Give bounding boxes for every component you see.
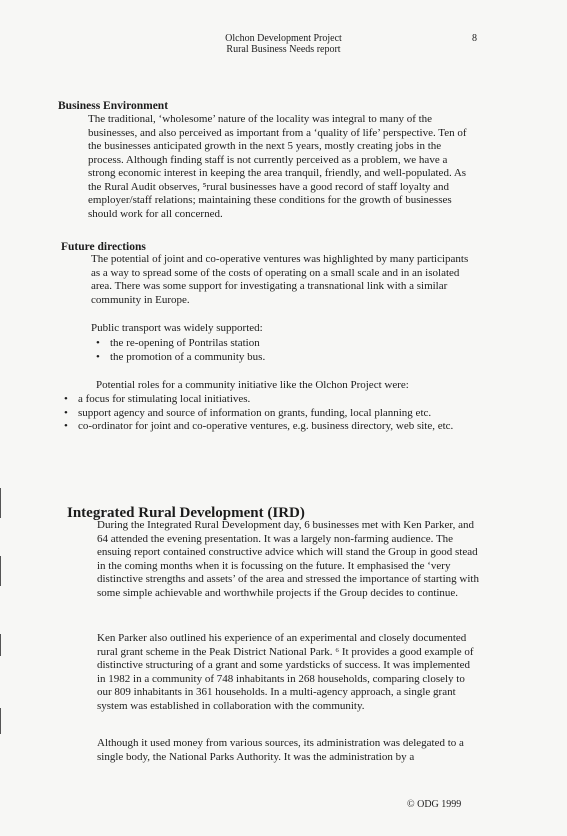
roles-list (64, 393, 480, 434)
ird-paragraph: During the Integrated Rural Development day, 6 businesses met with Ken Parker, and 64 attended the evening presentation. It was a largely non-farming audience. The ensuing report contained constructive advice which will stand the Group in good stead in the coming months when it is focussing on the future. It emphasised the ‘very distinctive strengths and assets’ of the area and stressed the importance of starting with some simple achievable and worthwhile projects if the Group decides to continue. (97, 519, 479, 599)
margin-scan-mark (0, 556, 1, 586)
list-item: • a focus for stimulating local initiatives. (64, 393, 480, 407)
list-item: • the re-opening of Pontrilas station (96, 337, 456, 351)
margin-scan-mark (0, 634, 1, 656)
margin-scan-mark (0, 488, 1, 518)
list-item: • the promotion of a community bus. (96, 351, 456, 365)
transport-list (96, 337, 456, 364)
running-header (0, 33, 567, 55)
business-environment-paragraph: The traditional, ‘wholesome’ nature of the locality was integral to many of the businesses, and also perceived as important from a ‘quality of life’ perspective. Ten of the businesses anticipated growth in the next 5 years, mostly creating jobs in the process. Although finding staff is not currently perceived as a problem, we have a strong economic interest in keeping the area tranquil, friendly, and well-populated. As the Rural Audit observes, ⁵rural businesses have a good record of staff loyalty and employer/staff relations; maintaining these conditions for the growth of businesses should work for all concerned. (88, 113, 467, 220)
margin-scan-mark (0, 708, 1, 734)
header-report-title: Rural Business Needs report (226, 44, 341, 55)
business-environment-heading: Business Environment (58, 100, 169, 112)
future-directions-heading: Future directions (61, 241, 146, 253)
copyright-footer: © ODG 1999 (407, 799, 462, 810)
page-number: 8 (472, 33, 477, 44)
header-project-title: Olchon Development Project (225, 33, 342, 44)
public-transport-intro: Public transport was widely supported: (91, 322, 263, 334)
list-item: • support agency and source of information on grants, funding, local planning etc. (64, 407, 480, 421)
list-item: • co-ordinator for joint and co-operative ventures, e.g. business directory, web site, etc. (64, 420, 480, 434)
potential-roles-intro: Potential roles for a community initiative like the Olchon Project were: (96, 379, 409, 391)
administration-paragraph: Although it used money from various sources, its administration was delegated to a single body, the National Parks Authority. It was the administration by a (97, 737, 464, 763)
peak-district-paragraph: Ken Parker also outlined his experience of an experimental and closely documented rural grant scheme in the Peak District National Park. ⁶ It provides a good example of distinctive structuring of a grant and some yardsticks of success. It was implemented in 1982 in a community of 748 inhabitants in 268 households, comparing closely to our 809 inhabitants in 361 households. In a multi-agency approach, a single grant system was established in collaboration with the community. (97, 632, 474, 712)
ird-heading: Integrated Rural Development (IRD) (67, 505, 305, 521)
future-directions-paragraph: The potential of joint and co-operative ventures was highlighted by many participants as a way to spread some of the costs of operating on a small scale and in an isolated area. There was some support for investigating a transnational link with a similar community in Europe. (91, 253, 469, 306)
